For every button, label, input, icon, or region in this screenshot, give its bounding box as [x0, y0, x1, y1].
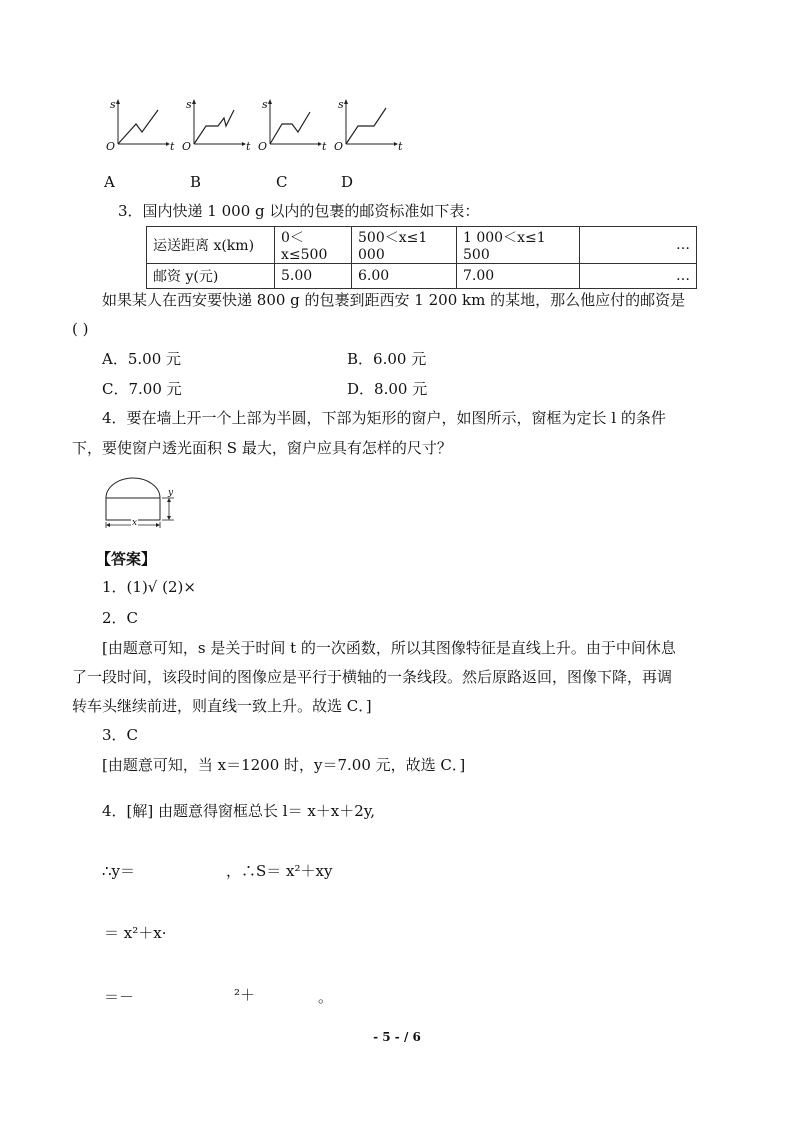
answer-2: 2．C: [102, 609, 139, 627]
table-cell: 邮资 y(元): [147, 264, 275, 289]
answer-1: 1．(1)√ (2)×: [102, 578, 196, 596]
graph-a: [106, 96, 186, 152]
graph-c-origin: O: [258, 140, 268, 153]
graph-c-axis-s: s: [262, 98, 268, 111]
q3-question-line2: ( ): [72, 320, 89, 338]
table-cell: …: [580, 227, 697, 264]
table-cell: 6.00: [352, 264, 457, 289]
graph-b-axis-t: t: [246, 140, 251, 153]
answer-3: 3．C: [102, 726, 139, 744]
q3-option-d: D．8.00 元: [347, 380, 428, 398]
window-figure: [102, 474, 184, 530]
table-row: [147, 264, 697, 289]
answer-4-line4-end: 。: [318, 988, 334, 1006]
graph-d: [334, 96, 414, 152]
graph-a-origin: O: [106, 140, 116, 153]
graph-b-axis-s: s: [186, 98, 192, 111]
q3-option-c: C．7.00 元: [102, 380, 182, 398]
table-cell: 500＜x≤1 000: [352, 227, 457, 264]
graph-d-origin: O: [334, 140, 344, 153]
table-cell: 7.00: [457, 264, 580, 289]
table-row: [147, 227, 697, 264]
answer-4-line4-left: ＝－: [104, 988, 135, 1006]
graph-a-axis-t: t: [170, 140, 175, 153]
answer-4-line4-mid: ²＋: [234, 986, 256, 1004]
q3-option-a: A．5.00 元: [102, 350, 181, 368]
table-cell: …: [580, 264, 697, 289]
q4-line1: 4．要在墙上开一个上部为半圆，下部为矩形的窗户，如图所示，窗框为定长 l 的条件: [102, 409, 666, 427]
graph-c: [258, 96, 338, 152]
answer-3-explanation: [由题意可知，当 x＝1200 时，y＝7.00 元，故选 C．]: [102, 756, 466, 774]
q3-question-line1: 如果某人在西安要快递 800 g 的包裹到距西安 1 200 km 的某地，那么他应付的邮资是: [102, 291, 686, 309]
graph-c-axis-t: t: [322, 140, 327, 153]
graph-b-origin: O: [182, 140, 192, 153]
window-figure-label-y: y: [168, 488, 174, 498]
graph-d-axis-t: t: [398, 140, 403, 153]
table-cell: 0＜x≤500: [275, 227, 352, 264]
graph-label-b: B: [190, 173, 202, 191]
graph-label-c: C: [276, 173, 288, 191]
table-cell: 5.00: [275, 264, 352, 289]
graph-label-d: D: [341, 173, 354, 191]
table-cell: 1 000＜x≤1 500: [457, 227, 580, 264]
table-cell: 运送距离 x(km): [147, 227, 275, 264]
q4-line2: 下，要使窗户透光面积 S 最大，窗户应具有怎样的尺寸？: [72, 439, 452, 457]
answer-4-line2-right: ，∴S＝ x²＋xy: [226, 862, 333, 880]
answer-2-explanation-3: 转车头继续前进，则直线一致上升。故选 C．]: [72, 697, 372, 715]
answer-4-line3: ＝ x²＋x·: [104, 924, 167, 942]
answer-2-explanation-2: 了一段时间，该段时间的图像应是平行于横轴的一条线段。然后原路返回，图像下降，再调: [72, 668, 673, 686]
postage-table: [146, 226, 697, 289]
q3-option-b: B．6.00 元: [347, 350, 427, 368]
graph-a-axis-s: s: [110, 98, 116, 111]
answer-4-line1: 4．[解] 由题意得窗框总长 l＝ x＋x＋2y,: [102, 802, 376, 820]
answer-4-line2-left: ∴y＝: [102, 862, 136, 880]
graph-label-a: A: [104, 173, 115, 191]
answers-heading: 【答案】: [96, 550, 157, 568]
window-figure-label-x: x: [132, 518, 138, 528]
answer-2-explanation-1: [由题意可知，s 是关于时间 t 的一次函数，所以其图像特征是直线上升。由于中间休息: [102, 639, 676, 657]
q3-stem: 3．国内快递 1 000 g 以内的包裹的邮资标准如下表：: [118, 202, 480, 220]
graph-b: [182, 96, 262, 152]
page-number: - 5 - / 6: [373, 1030, 421, 1044]
graph-d-axis-s: s: [338, 98, 344, 111]
